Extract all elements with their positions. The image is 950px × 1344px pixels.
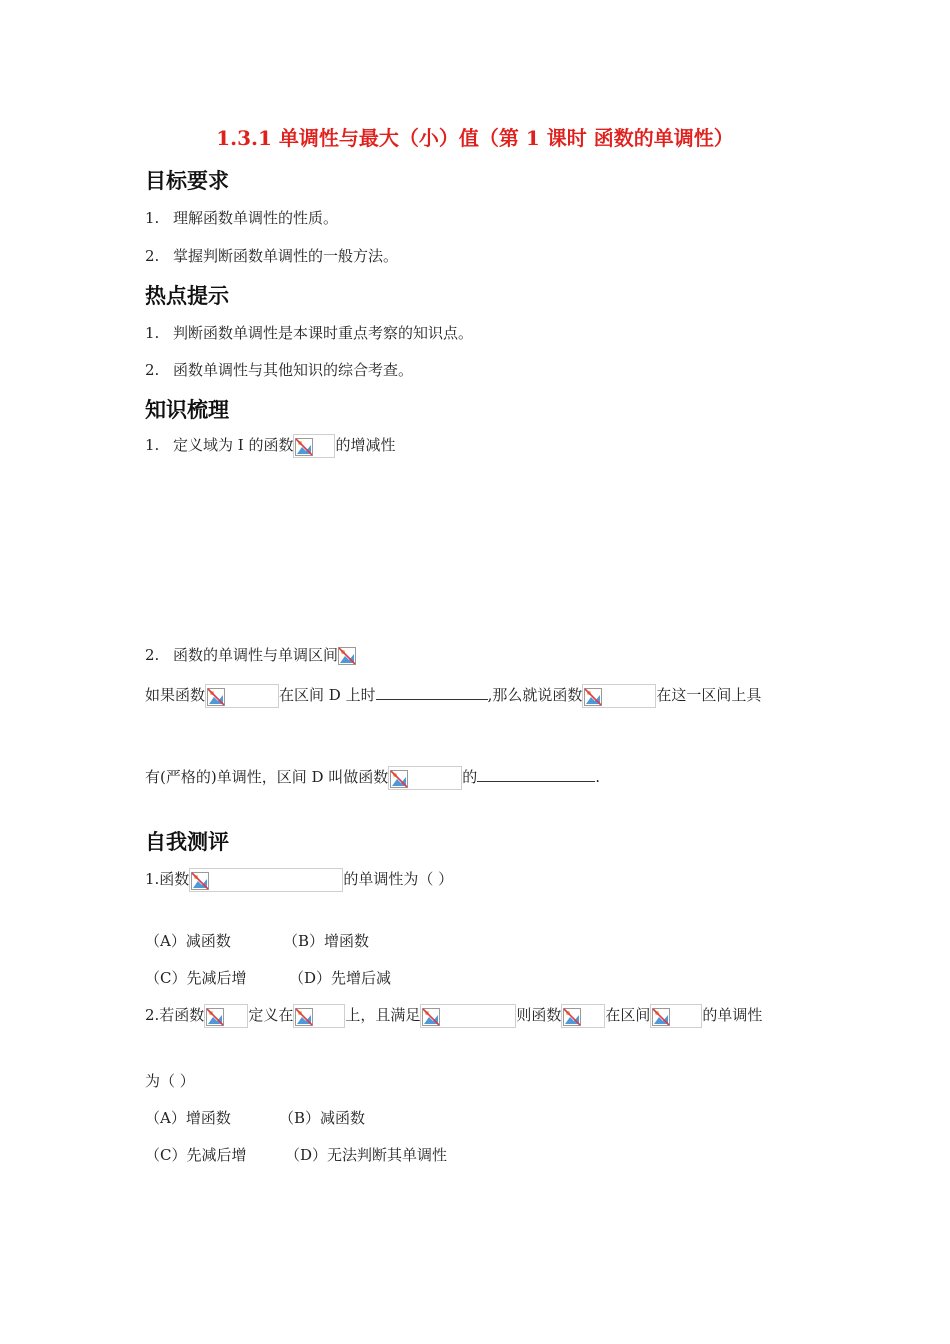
broken-image-icon — [205, 684, 279, 708]
question-2-options-row-2 — [145, 1144, 447, 1165]
section-heading-hotspots: 热点提示 — [145, 284, 229, 308]
question-2-options-row-1 — [145, 1107, 365, 1128]
hotspot-item-text: 判断函数单调性是本课时重点考察的知识点。 — [173, 324, 474, 342]
option-b[interactable]: （B）减函数 — [279, 1109, 366, 1127]
goal-item-text: 理解函数单调性的性质。 — [173, 209, 339, 227]
question-2-continuation: 为（ ） — [145, 1072, 195, 1090]
option-d[interactable]: （D）无法判断其单调性 — [285, 1146, 448, 1164]
hotspot-item-2 — [145, 359, 413, 380]
knowledge-item-text: 的增减性 — [335, 436, 396, 454]
question-text: 则函数 — [516, 1006, 562, 1024]
question-text: 的单调性为（ ） — [343, 870, 454, 888]
hotspot-item-1 — [145, 322, 473, 343]
broken-image-icon — [420, 1004, 516, 1028]
question-1 — [145, 868, 453, 892]
goal-item-text: 掌握判断函数单调性的一般方法。 — [173, 247, 399, 265]
item-number: 1. — [145, 436, 160, 454]
section-heading-selftest: 自我测评 — [145, 830, 229, 854]
broken-image-icon — [293, 434, 335, 458]
option-a[interactable]: （A）减函数 — [145, 932, 231, 950]
question-text: 2.若函数 — [145, 1006, 205, 1024]
goal-item-1 — [145, 207, 338, 228]
option-c[interactable]: （C）先减后增 — [145, 969, 247, 987]
definition-text: 如果函数 — [145, 686, 206, 704]
definition-text: 的 — [462, 768, 478, 786]
item-number: 2. — [145, 247, 160, 265]
question-2 — [145, 1004, 762, 1028]
option-b[interactable]: （B）增函数 — [283, 932, 370, 950]
broken-image-icon — [293, 1004, 345, 1028]
question-text: 在区间 — [605, 1006, 651, 1024]
knowledge-item-text: 定义域为 I 的函数 — [173, 436, 294, 454]
knowledge-item-1 — [145, 434, 395, 458]
page-title: 1.3.1 单调性与最大（小）值（第 1 课时 函数的单调性） — [216, 126, 734, 150]
definition-paragraph-line-2 — [145, 766, 600, 790]
hotspot-item-text: 函数单调性与其他知识的综合考查。 — [173, 361, 414, 379]
question-text: 定义在 — [248, 1006, 294, 1024]
item-number: 2. — [145, 646, 160, 664]
goal-item-2 — [145, 245, 398, 266]
definition-text: ,那么就说函数 — [487, 686, 583, 704]
option-d[interactable]: （D）先增后减 — [289, 969, 392, 987]
definition-text: 有(严格的)单调性，区间 D 叫做函数 — [145, 768, 389, 786]
definition-text: . — [595, 768, 601, 786]
broken-image-icon — [388, 766, 462, 790]
definition-paragraph-line-1 — [145, 684, 761, 708]
section-heading-knowledge: 知识梳理 — [145, 398, 229, 422]
question-text: 上，且满足 — [345, 1006, 421, 1024]
broken-image-icon — [189, 868, 343, 892]
item-number: 1. — [145, 324, 160, 342]
question-1-options-row-2 — [145, 967, 391, 988]
section-heading-goals: 目标要求 — [145, 169, 229, 193]
broken-image-icon — [561, 1004, 605, 1028]
broken-image-icon — [650, 1004, 702, 1028]
item-number: 2. — [145, 361, 160, 379]
option-a[interactable]: （A）增函数 — [145, 1109, 231, 1127]
broken-image-icon — [582, 684, 656, 708]
item-number: 1. — [145, 209, 160, 227]
definition-text: 在这一区间上具 — [656, 686, 762, 704]
question-1-options-row-1 — [145, 930, 369, 951]
definition-text: 在区间 D 上时 — [279, 686, 376, 704]
question-text: 的单调性 — [702, 1006, 763, 1024]
broken-image-icon — [338, 644, 354, 668]
fill-in-blank[interactable] — [477, 767, 595, 782]
knowledge-item-2 — [145, 644, 354, 668]
fill-in-blank[interactable] — [376, 685, 488, 700]
broken-image-icon — [204, 1004, 248, 1028]
question-text: 1.函数 — [145, 870, 190, 888]
option-c[interactable]: （C）先减后增 — [145, 1146, 247, 1164]
knowledge-item-text: 函数的单调性与单调区间 — [173, 646, 339, 664]
